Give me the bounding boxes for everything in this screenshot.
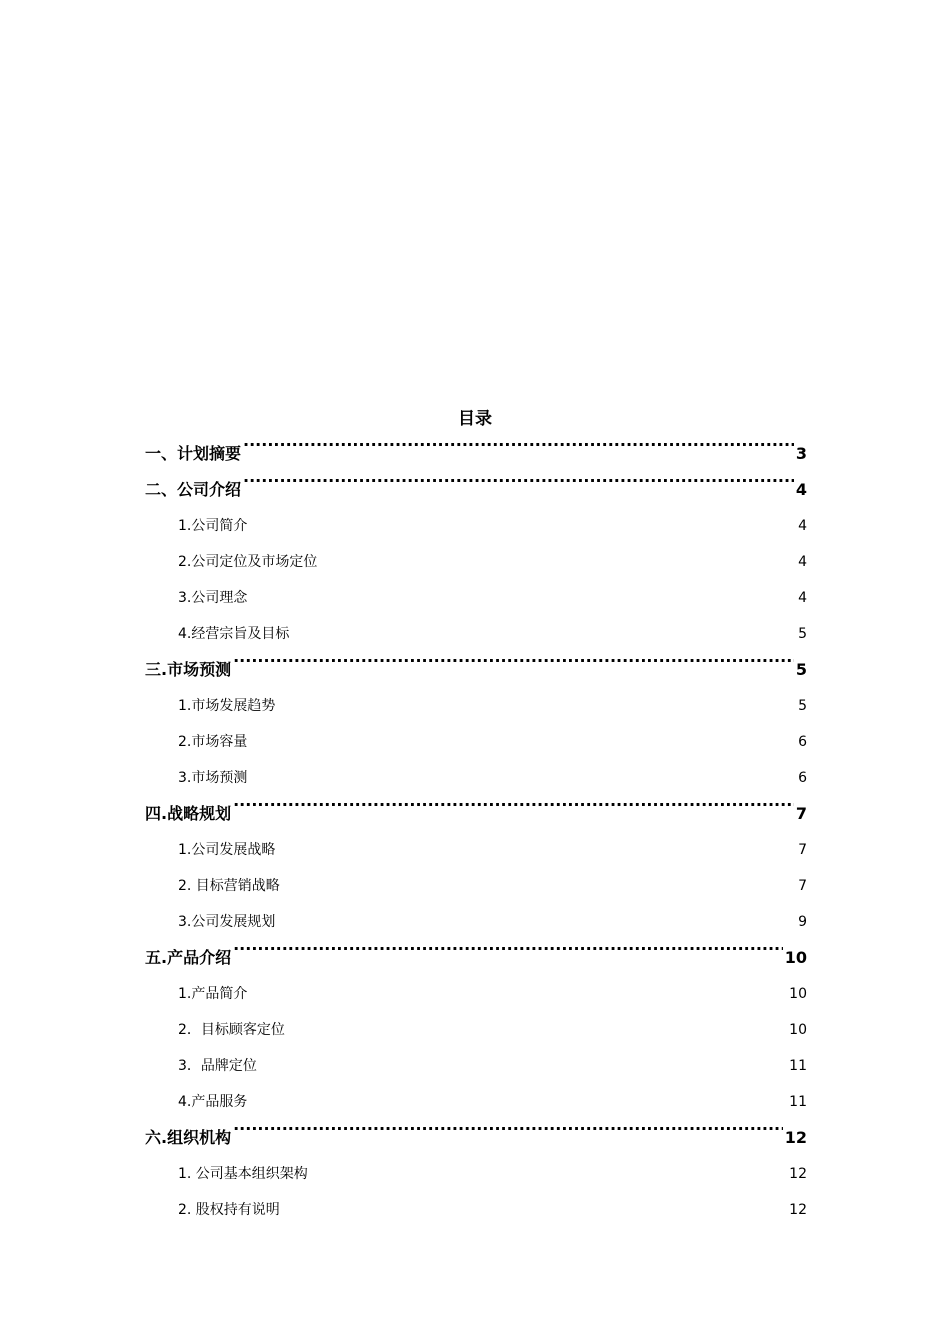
dot-leader [249, 1092, 787, 1106]
toc-entry[interactable] [145, 1048, 807, 1084]
dot-leader [233, 947, 783, 963]
toc-entry[interactable] [145, 508, 807, 544]
toc-entry-label: 三.市场预测 [145, 660, 232, 679]
toc-entry-label: 四.战略规划 [145, 804, 232, 823]
dot-leader [233, 1127, 783, 1143]
toc-entry-label: 1.公司简介 [178, 518, 248, 534]
toc-entry[interactable] [145, 724, 807, 760]
toc-entry-page: 3 [795, 444, 807, 463]
toc-entry[interactable] [145, 1156, 807, 1192]
toc-entry-label: 二、公司介绍 [145, 480, 242, 499]
toc-entry-page: 12 [789, 1166, 807, 1182]
toc-entry[interactable] [145, 940, 807, 976]
toc-entry-page: 4 [798, 518, 807, 534]
toc-entry[interactable] [145, 544, 807, 580]
toc-entry-page: 11 [789, 1058, 807, 1074]
toc-entry-page: 4 [795, 480, 807, 499]
dot-leader [249, 732, 796, 746]
toc-entry[interactable] [145, 1012, 807, 1048]
dot-leader [277, 696, 796, 710]
dot-leader [310, 1164, 787, 1178]
dot-leader [243, 443, 794, 459]
toc-entry[interactable] [145, 1192, 807, 1228]
toc-entry-label: 2．目标顾客定位 [178, 1022, 285, 1038]
toc-entry[interactable] [145, 760, 807, 796]
toc-entry-page: 4 [798, 590, 807, 606]
toc-entry-label: 3.公司理念 [178, 590, 248, 606]
toc-entry[interactable] [145, 868, 807, 904]
toc-entry-page: 4 [798, 554, 807, 570]
dot-leader [282, 1200, 787, 1214]
toc-entry[interactable] [145, 904, 807, 940]
toc-entry-label: 2. 目标营销战略 [178, 878, 280, 894]
toc-title: 目录 [458, 409, 492, 429]
toc-entry-label: 一、计划摘要 [145, 444, 242, 463]
toc-entry-page: 7 [798, 878, 807, 894]
toc-entry[interactable] [145, 688, 807, 724]
toc-entry-page: 7 [798, 842, 807, 858]
dot-leader [282, 876, 796, 890]
dot-leader [249, 984, 787, 998]
toc-entry-page: 12 [789, 1202, 807, 1218]
toc-entry[interactable] [145, 832, 807, 868]
toc-entry[interactable] [145, 796, 807, 832]
toc-entry-label: 1.产品简介 [178, 986, 248, 1002]
toc-entry[interactable] [145, 436, 807, 472]
dot-leader [233, 659, 794, 675]
toc-entry[interactable] [145, 1120, 807, 1156]
toc-entry-label: 2. 股权持有说明 [178, 1202, 280, 1218]
toc-entry-page: 6 [798, 770, 807, 786]
toc-entry-label: 2.公司定位及市场定位 [178, 554, 318, 570]
toc-entry-label: 3．品牌定位 [178, 1058, 257, 1074]
toc-entry-label: 3.公司发展规划 [178, 914, 276, 930]
dot-leader [291, 624, 796, 638]
toc-entry-label: 1.公司发展战略 [178, 842, 276, 858]
toc-entry-page: 6 [798, 734, 807, 750]
dot-leader [249, 588, 796, 602]
toc-entry-page: 10 [784, 948, 807, 967]
toc-entry[interactable] [145, 976, 807, 1012]
dot-leader [259, 1056, 787, 1070]
dot-leader [249, 768, 796, 782]
toc-entry-label: 3.市场预测 [178, 770, 248, 786]
toc-entry[interactable] [145, 616, 807, 652]
toc-entry-page: 12 [784, 1128, 807, 1147]
toc-entry[interactable] [145, 652, 807, 688]
toc-entry-page: 5 [798, 698, 807, 714]
toc-entry-page: 5 [795, 660, 807, 679]
toc-entry-page: 10 [789, 1022, 807, 1038]
dot-leader [319, 552, 796, 566]
dot-leader [249, 516, 796, 530]
toc-entry[interactable] [145, 580, 807, 616]
toc-entry-label: 六.组织机构 [145, 1128, 232, 1147]
toc-entry-label: 1. 公司基本组织架构 [178, 1166, 308, 1182]
toc-entry-page: 7 [795, 804, 807, 823]
toc-entry-label: 2.市场容量 [178, 734, 248, 750]
toc-entry-page: 5 [798, 626, 807, 642]
dot-leader [277, 912, 796, 926]
toc-entry-page: 10 [789, 986, 807, 1002]
toc-entry[interactable] [145, 1084, 807, 1120]
toc-entry-label: 五.产品介绍 [145, 948, 232, 967]
toc-entry-label: 4.产品服务 [178, 1094, 248, 1110]
toc-entry[interactable] [145, 472, 807, 508]
dot-leader [233, 803, 794, 819]
table-of-contents [145, 436, 807, 1228]
toc-entry-label: 1.市场发展趋势 [178, 698, 276, 714]
toc-entry-page: 9 [798, 914, 807, 930]
toc-entry-label: 4.经营宗旨及目标 [178, 626, 290, 642]
dot-leader [277, 840, 796, 854]
dot-leader [243, 479, 794, 495]
dot-leader [287, 1020, 787, 1034]
toc-entry-page: 11 [789, 1094, 807, 1110]
